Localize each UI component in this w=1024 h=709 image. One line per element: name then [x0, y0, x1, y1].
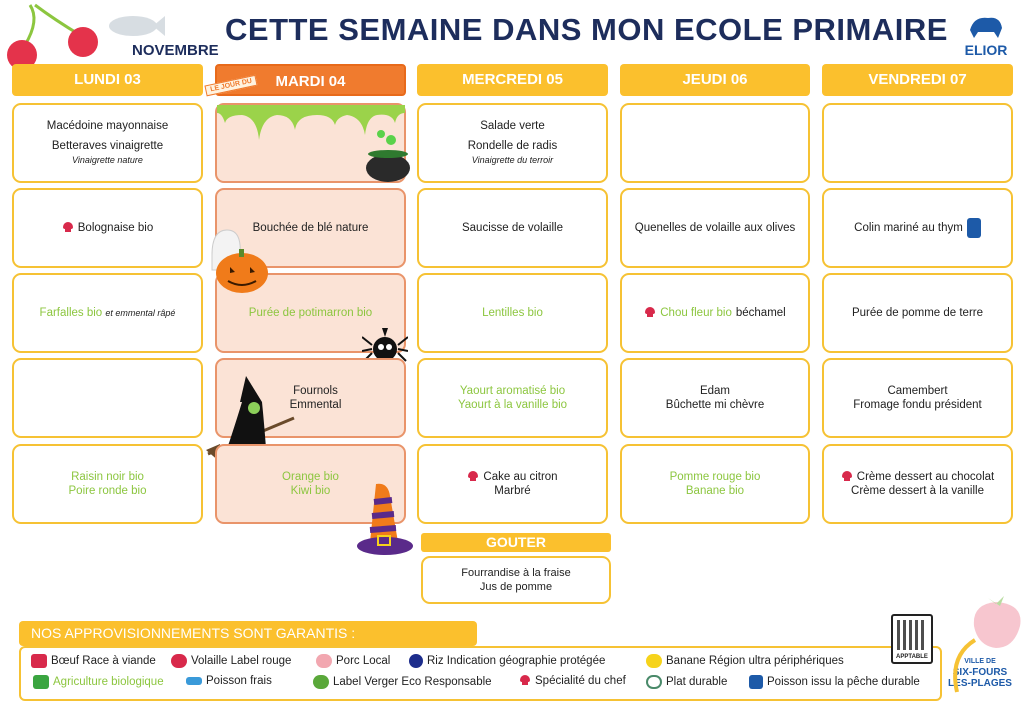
legend-label: Poisson issu la pêche durable [767, 676, 920, 688]
menu-item: Macédoine mayonnaise [46, 120, 169, 132]
wed-dessert [417, 444, 608, 524]
town-line: SIX-FOURS [952, 667, 1008, 678]
legend-item [313, 675, 492, 689]
legend-label: Banane Région ultra périphériques [666, 655, 844, 667]
menu-item: Colin mariné au thym [854, 222, 963, 234]
menu-item: Quenelles de volaille aux olives [634, 222, 796, 234]
pumpkin-ghost-icon [202, 225, 272, 295]
thu-main [620, 188, 810, 268]
menu-item: Fourrandise à la fraise [461, 567, 571, 579]
legend-item [33, 675, 164, 689]
thu-dessert [620, 444, 810, 524]
fish-decoration [105, 8, 165, 42]
menu-item: Emmental [289, 399, 342, 411]
day-header-thu: JEUDI 06 [620, 64, 810, 96]
legend-item [31, 654, 156, 668]
menu-item: Rondelle de radis [467, 140, 558, 152]
menu-item: Marbré [494, 485, 531, 497]
legend-item [409, 654, 605, 668]
fish-icon [186, 677, 202, 685]
beef-icon [31, 654, 47, 668]
qr-pattern [897, 620, 927, 650]
legend-label: Porc Local [336, 655, 391, 667]
organic-ab-icon [33, 675, 49, 689]
legend-item [171, 654, 291, 668]
day-header-wed: MERCREDI 05 [417, 64, 608, 96]
jour-du-badge: LE JOUR DU [204, 75, 258, 97]
cauldron-icon [363, 128, 413, 184]
elior-logo [958, 14, 1014, 60]
menu-item: Farfalles bio [39, 307, 103, 319]
menu-item: Yaourt aromatisé bio [459, 385, 566, 397]
chef-hat-icon [519, 675, 531, 687]
chef-hat-icon [62, 222, 74, 234]
fri-dessert [822, 444, 1013, 524]
menu-item: Bouchée de blé nature [252, 222, 369, 234]
menu-item: Edam [699, 385, 731, 397]
menu-item: Bûchette mi chèvre [665, 399, 765, 411]
legend-item [646, 675, 727, 689]
legend-item [316, 654, 390, 668]
page-title: CETTE SEMAINE DANS MON ECOLE PRIMAIRE [225, 12, 948, 47]
legend-label: Volaille Label rouge [191, 655, 292, 667]
legend-label: Plat durable [666, 676, 728, 688]
wed-starter [417, 103, 608, 183]
menu-note: Vinaigrette du terroir [471, 155, 554, 165]
durable-dish-icon [646, 675, 662, 689]
town-line: VILLE DE [964, 658, 996, 665]
mon-side [12, 273, 203, 353]
mon-dessert [12, 444, 203, 524]
verger-icon [313, 675, 329, 689]
menu-item: Betteraves vinaigrette [51, 140, 164, 152]
menu-item: Fournols [293, 385, 338, 397]
menu-note: Vinaigrette nature [72, 155, 143, 165]
wed-main [417, 188, 608, 268]
sustainable-fishing-icon [967, 218, 981, 238]
mon-cheese-empty [12, 358, 203, 438]
fri-cheese [822, 358, 1013, 438]
menu-item: Pomme rouge bio [669, 471, 761, 483]
fri-side [822, 273, 1013, 353]
menu-item: Saucisse de volaille [461, 222, 563, 234]
mon-main [12, 188, 203, 268]
menu-item: Camembert [887, 385, 948, 397]
menu-item: Fromage fondu président [853, 399, 982, 411]
qr-label: APPTABLE [896, 654, 928, 660]
menu-item: Bolognaise bio [77, 222, 154, 234]
supply-legend [19, 646, 942, 701]
legend-item [646, 654, 844, 668]
menu-item-extra: béchamel [735, 307, 786, 319]
menu-item: Kiwi bio [290, 485, 331, 497]
fri-main [822, 188, 1013, 268]
legend-item [519, 675, 626, 687]
pig-icon [316, 654, 332, 668]
chef-hat-icon [841, 471, 853, 483]
menu-item: Banane bio [685, 485, 745, 497]
thu-side [620, 273, 810, 353]
gouter-box [421, 556, 611, 604]
legend-item [186, 675, 272, 687]
sun-arc-icon [947, 636, 977, 696]
menu-item: Cake au citron [483, 471, 558, 483]
legend-item [749, 675, 920, 689]
menu-item: Lentilles bio [482, 307, 543, 319]
witch-hat-icon [356, 482, 414, 558]
bison-icon [968, 14, 1004, 40]
menu-item: Orange bio [282, 471, 339, 483]
menu-item: Poire ronde bio [68, 485, 147, 497]
month-label: NOVEMBRE [132, 42, 219, 59]
label-rouge-icon [171, 654, 187, 668]
wed-dairy [417, 358, 608, 438]
supply-header: NOS APPROVISIONNEMENTS SONT GARANTIS : [19, 621, 477, 646]
chef-hat-icon [644, 307, 656, 319]
menu-note: et emmental râpé [105, 308, 176, 318]
chef-hat-icon [467, 471, 479, 483]
legend-label: Bœuf Race à viande [51, 655, 156, 667]
banana-region-icon [646, 654, 662, 668]
menu-item: Jus de pomme [479, 581, 553, 593]
gouter-header: GOUTER [421, 533, 611, 552]
legend-label: Label Verger Eco Responsable [333, 676, 492, 688]
igp-icon [409, 654, 423, 668]
menu-item: Salade verte [480, 120, 545, 132]
day-header-mon: LUNDI 03 [12, 64, 203, 96]
legend-label: Agriculture biologique [53, 676, 164, 688]
mon-starter [12, 103, 203, 183]
qr-code[interactable] [891, 614, 933, 664]
menu-item: Raisin noir bio [71, 471, 144, 483]
brand-name: ELIOR [964, 42, 1008, 58]
wed-side [417, 273, 608, 353]
town-line: LES-PLAGES [948, 678, 1012, 689]
menu-item: Purée de potimarron bio [248, 307, 373, 319]
thu-cheese [620, 358, 810, 438]
day-header-tue: MARDI 04 [215, 64, 406, 96]
menu-item: Crème dessert à la vanille [851, 485, 984, 497]
fri-starter-empty [822, 103, 1013, 183]
legend-label: Poisson frais [206, 675, 272, 687]
menu-item: Crème dessert au chocolat [856, 471, 995, 483]
legend-label: Riz Indication géographie protégée [427, 655, 606, 667]
menu-item: Purée de pomme de terre [851, 307, 984, 319]
town-logo [945, 634, 1015, 702]
menu-item: Chou fleur bio [660, 307, 732, 319]
sustainable-fishing-icon [749, 675, 763, 689]
legend-label: Spécialité du chef [535, 675, 626, 687]
day-header-fri: VENDREDI 07 [822, 64, 1013, 96]
thu-starter-empty [620, 103, 810, 183]
menu-item: Yaourt à la vanille bio [457, 399, 568, 411]
